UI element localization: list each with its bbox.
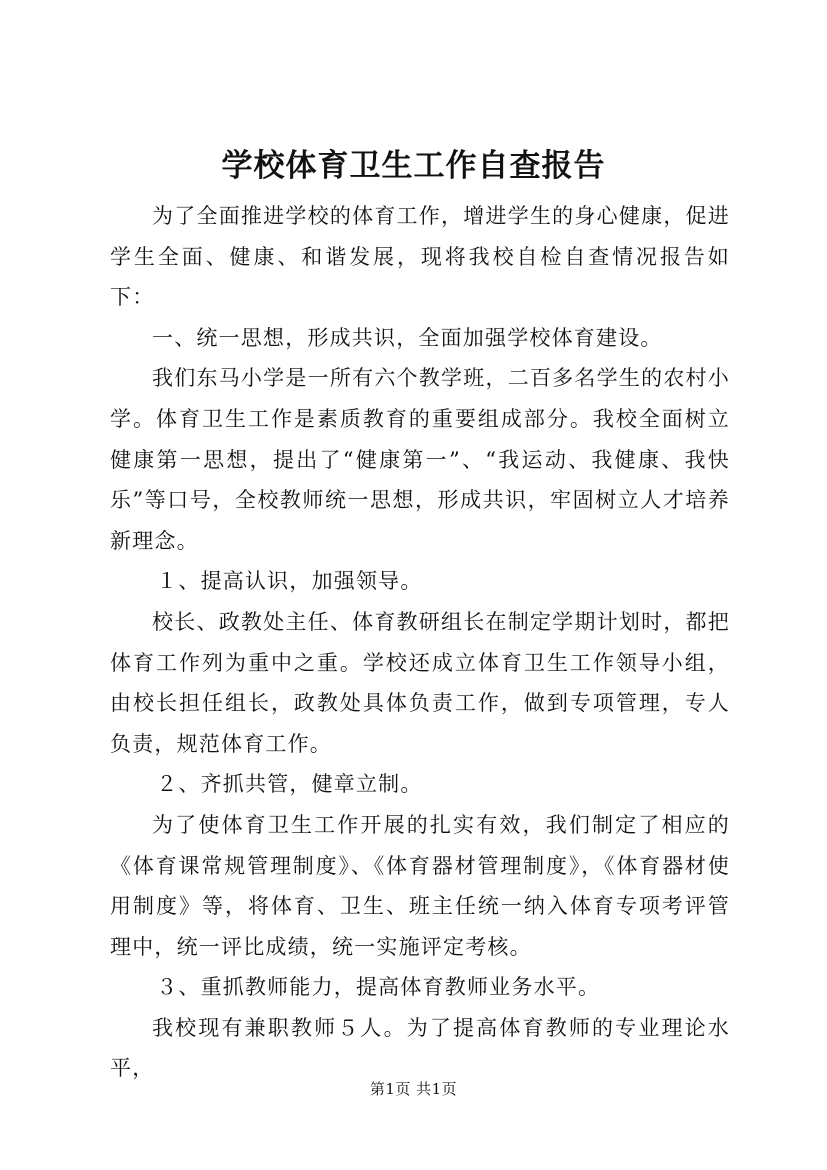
paragraph-regulations: 为了使体育卫生工作开展的扎实有效，我们制定了相应的《体育课常规管理制度》、《体育器材管理制度》，《体育器材使用制度》等，将体育、卫生、班主任统一纳入体育专项考评管理中，统一评比成绩，统一实施评定考核。: [110, 812, 730, 959]
subheading-2: ２、齐抓共管，健章立制。: [156, 772, 423, 797]
page-footer: 第1页 共1页: [369, 1080, 458, 1098]
document-body: [110, 196, 730, 1089]
paragraph-school-overview: 我们东马小学是一所有六个教学班，二百多名学生的农村小学。体育卫生工作是素质教育的重要组成部分。我校全面树立健康第一思想，提出了“健康第一”、“我运动、我健康、我快乐”等口号，全校教师统一思想，形成共识，牢固树立人才培养新理念。: [110, 366, 730, 553]
subheading-1: １、提高认识，加强领导。: [156, 569, 423, 594]
paragraph-teachers: 我校现有兼职教师５人。为了提高体育教师的专业理论水平，: [110, 1015, 730, 1081]
paragraph-leadership: 校长、政教处主任、体育教研组长在制定学期计划时，都把体育工作列为重中之重。学校还成立体育卫生工作领导小组，由校长担任组长，政教处具体负责工作，做到专项管理，专人负责，规范体育工作。: [110, 609, 730, 756]
paragraph-intro: 为了全面推进学校的体育工作，增进学生的身心健康，促进学生全面、健康、和谐发展，现将我校自检自查情况报告如下：: [110, 204, 730, 310]
subheading-3: ３、重抓教师能力，提高体育教师业务水平。: [156, 975, 601, 1000]
section-heading-1: 一、统一思想，形成共识，全面加强学校体育建设。: [152, 325, 663, 350]
page-title: 学校体育卫生工作自查报告: [221, 148, 606, 184]
